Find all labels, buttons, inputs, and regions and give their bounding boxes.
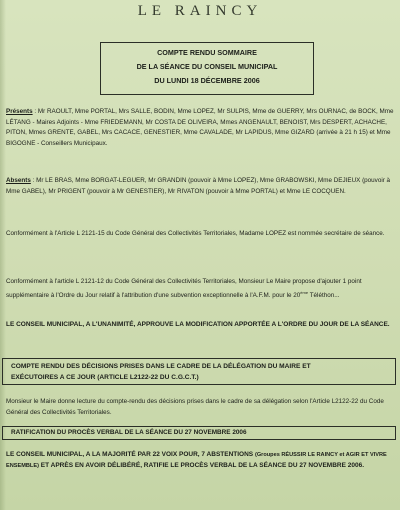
ratification-groups: (Groupes RÉUSSIR LE RAINCY et AGIR ET VIVRE ENSEMBLE) [6,452,387,469]
agenda-text: Conformément à l'article L 2121-12 du Code Général des Collectivités Territoriales, Monsieur Le Maire propose d'ajouter 1 point supplémentaire à l'Ordre du Jour relatif à l'attribution d'une subvention exceptionnelle à l'A.F.M. pour le 20 [6,278,362,299]
secretary-paragraph: Conformément à l'Article L 2121-15 du Code Général des Collectivités Territoriales, Madame LOPEZ est nommée secrétaire de séance. [6,230,385,237]
delegation-line-2: EXÉCUTOIRES A CE JOUR (ARTICLE L2122-22 DU C.G.C.T.) [11,374,199,381]
delegation-paragraph: Monsieur le Maire donne lecture du compte-rendu des décisions prises dans le cadre de sa délégation selon l'Article L2122-22 du Code Général des Collectivités Territoriales. [6,398,384,416]
absents-text: : Mr LE BRAS, Mme BORGAT-LEGUER, Mr GRANDIN (pouvoir à Mme LOPEZ), Mme GRABOWSKI, Mme DEJIEUX (pouvoir à Mme GABEL), Mr PRIGENT (pouvoir à Mr GENESTIER), Mr RIVATON (pouvoir à Mme PORTAL) et Mme LE COCQUEN. [6,177,391,195]
ratification-paragraph [6,450,396,471]
title-line-2: DE LA SÉANCE DU CONSEIL MUNICIPAL [136,62,278,71]
presents-paragraph [6,107,396,149]
title-line-3: DU LUNDI 18 DÉCEMBRE 2006 [154,76,260,85]
presents-text: : Mr RAOULT, Mme PORTAL, Mrs SALLE, BODIN, Mme LOPEZ, Mr SULPIS, Mme de GUERRY, Mrs OURNAC, de BOCK, Mme LÉTANG - Maires Adjoints - Mme FRIEDEMANN, Mr COSTA DE OLIVEIRA, Mmes ANGENAULT, BENOIST, Mrs DESPERT, ACHACHE, PITON, Mmes GRENTE, GABEL, Mrs CACACE, GENESTIER, Mme CAVALADE, Mr LAPIDUS, Mme GIZARD (arrivée à 21 h 15) et Mme BIGOGNE - Conseillers Municipaux. [6,108,394,147]
title-line-1: COMPTE RENDU SOMMAIRE [157,48,257,57]
ratification-text-2: ET APRÈS EN AVOIR DÉLIBÉRÉ, RATIFIE LE PROCÈS VERBAL DE LA SÉANCE DU 27 NOVEMBRE 2006. [38,461,365,469]
ratification-box: RATIFICATION DU PROCÈS VERBAL DE LA SÉANCE DU 27 NOVEMBRE 2006 [2,426,396,440]
presents-label: Présents [6,108,33,115]
absents-paragraph [6,176,396,197]
approval-paragraph: LE CONSEIL MUNICIPAL, A L'UNANIMITÉ, APPROUVE LA MODIFICATION APPORTÉE A L'ORDRE DU JOUR DE LA SÉANCE. [6,321,390,328]
agenda-paragraph [6,277,396,301]
agenda-sup: ème [300,289,309,295]
absents-label: Absents [6,177,31,184]
title-box [100,42,314,95]
agenda-text-end: Téléthon... [308,291,340,299]
ratification-text-1: LE CONSEIL MUNICIPAL, A LA MAJORITÉ PAR 22 VOIX POUR, 7 ABSTENTIONS [6,451,255,458]
delegation-box [2,358,396,385]
page-header-title: LE RAINCY [137,3,263,19]
delegation-line-1: COMPTE RENDU DES DÉCISIONS PRISES DANS LE CADRE DE LA DÉLÉGATION DU MAIRE ET [11,363,311,370]
